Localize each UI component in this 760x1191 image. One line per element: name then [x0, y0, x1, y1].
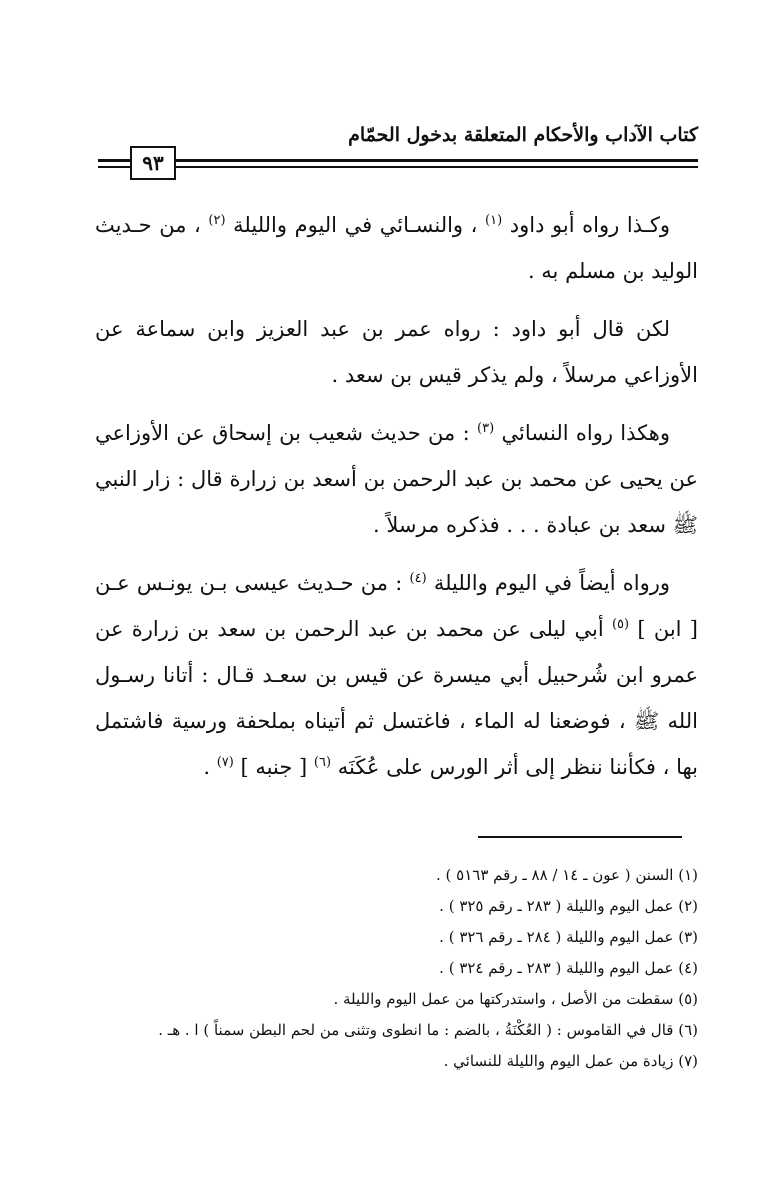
footnote-5: (٥) سقطت من الأصل ، واستدركتها من عمل اليوم والليلة .	[333, 990, 698, 1008]
footnote-ref: (٢)	[208, 213, 226, 228]
text-run: : من حديث شعيب بن إسحاق عن الأوزاعي عن يحيى عن محمد بن عبد الرحمن بن أسعد بن زرارة قال : زار النبي ﷺ سعد بن عبادة . . . فذكره مرسلاً .	[95, 421, 698, 537]
paragraph-3	[95, 410, 698, 548]
text-run: وهكذا رواه النسائي	[501, 421, 670, 445]
footnote-ref: (١)	[485, 213, 503, 228]
header-rule	[98, 151, 698, 175]
text-run: .	[203, 755, 211, 779]
main-text	[95, 202, 698, 802]
header-rule-line	[176, 166, 698, 168]
text-run: ، من حـديث الوليد بن مسلم به .	[95, 213, 698, 283]
text-run: ورواه أيضاً في اليوم والليلة	[433, 571, 670, 595]
footnotes	[95, 860, 698, 1077]
header-rule-line	[98, 166, 130, 168]
text-run: : من حـديث عيسى بـن يونـس عـن [ ابن ]	[95, 571, 698, 641]
running-title: كتاب الآداب والأحكام المتعلقة بدخول الحمّام	[348, 124, 698, 146]
footnote-separator	[478, 836, 682, 838]
footnote-4: (٤) عمل اليوم والليلة ( ٢٨٣ ـ رقم ٣٢٤ ) .	[439, 959, 698, 977]
footnote-ref: (٧)	[216, 755, 234, 770]
text-run: [ جنبه ]	[240, 755, 308, 779]
footnote-2: (٢) عمل اليوم والليلة ( ٢٨٣ ـ رقم ٣٢٥ ) .	[439, 897, 698, 915]
page-number: ٩٣	[130, 146, 176, 180]
text-run: أبي ليلى عن محمد بن عبد الرحمن بن سعد بن زرارة عن عمرو ابن شُرحبيل أبي ميسرة عن قيس بن سعـد قـال : أتانا رسـول الله ﷺ ، فوضعنا له الماء ، فاغتسل ثم أتيناه بملحفة ورسية فاشتمل بها ، فكأننا ننظر إلى أثر الورس على عُكَنَه	[95, 617, 698, 779]
footnote-1: (١) السنن ( عون ـ ١٤ / ٨٨ ـ رقم ٥١٦٣ ) .	[436, 866, 698, 884]
footnote-7: (٧) زيادة من عمل اليوم والليلة للنسائي .	[443, 1052, 698, 1070]
paragraph-1	[95, 202, 698, 294]
text-run: ، والنسـائي في اليوم والليلة	[233, 213, 478, 237]
paragraph-4	[95, 560, 698, 790]
footnote-ref: (٣)	[477, 421, 495, 436]
footnote-ref: (٤)	[409, 571, 427, 586]
header-rule-line	[176, 159, 698, 162]
footnote-6: (٦) قال في القاموس : ( العُكْنَةُ ، بالضم : ما انطوى وتثنى من لحم البطن سمناً ) ا . هـ .	[158, 1021, 698, 1039]
text-run: وكـذا رواه أبو داود	[509, 213, 670, 237]
header-rule-line	[98, 159, 130, 162]
footnote-ref: (٥)	[611, 617, 630, 632]
footnote-3: (٣) عمل اليوم والليلة ( ٢٨٤ ـ رقم ٣٢٦ ) .	[439, 928, 698, 946]
text-run: لكن قال أبو داود : رواه عمر بن عبد العزيز وابن سماعة عن الأوزاعي مرسلاً ، ولم يذكر قيس بن سعد .	[95, 317, 698, 387]
footnote-ref: (٦)	[313, 755, 332, 770]
paragraph-2	[95, 306, 698, 398]
